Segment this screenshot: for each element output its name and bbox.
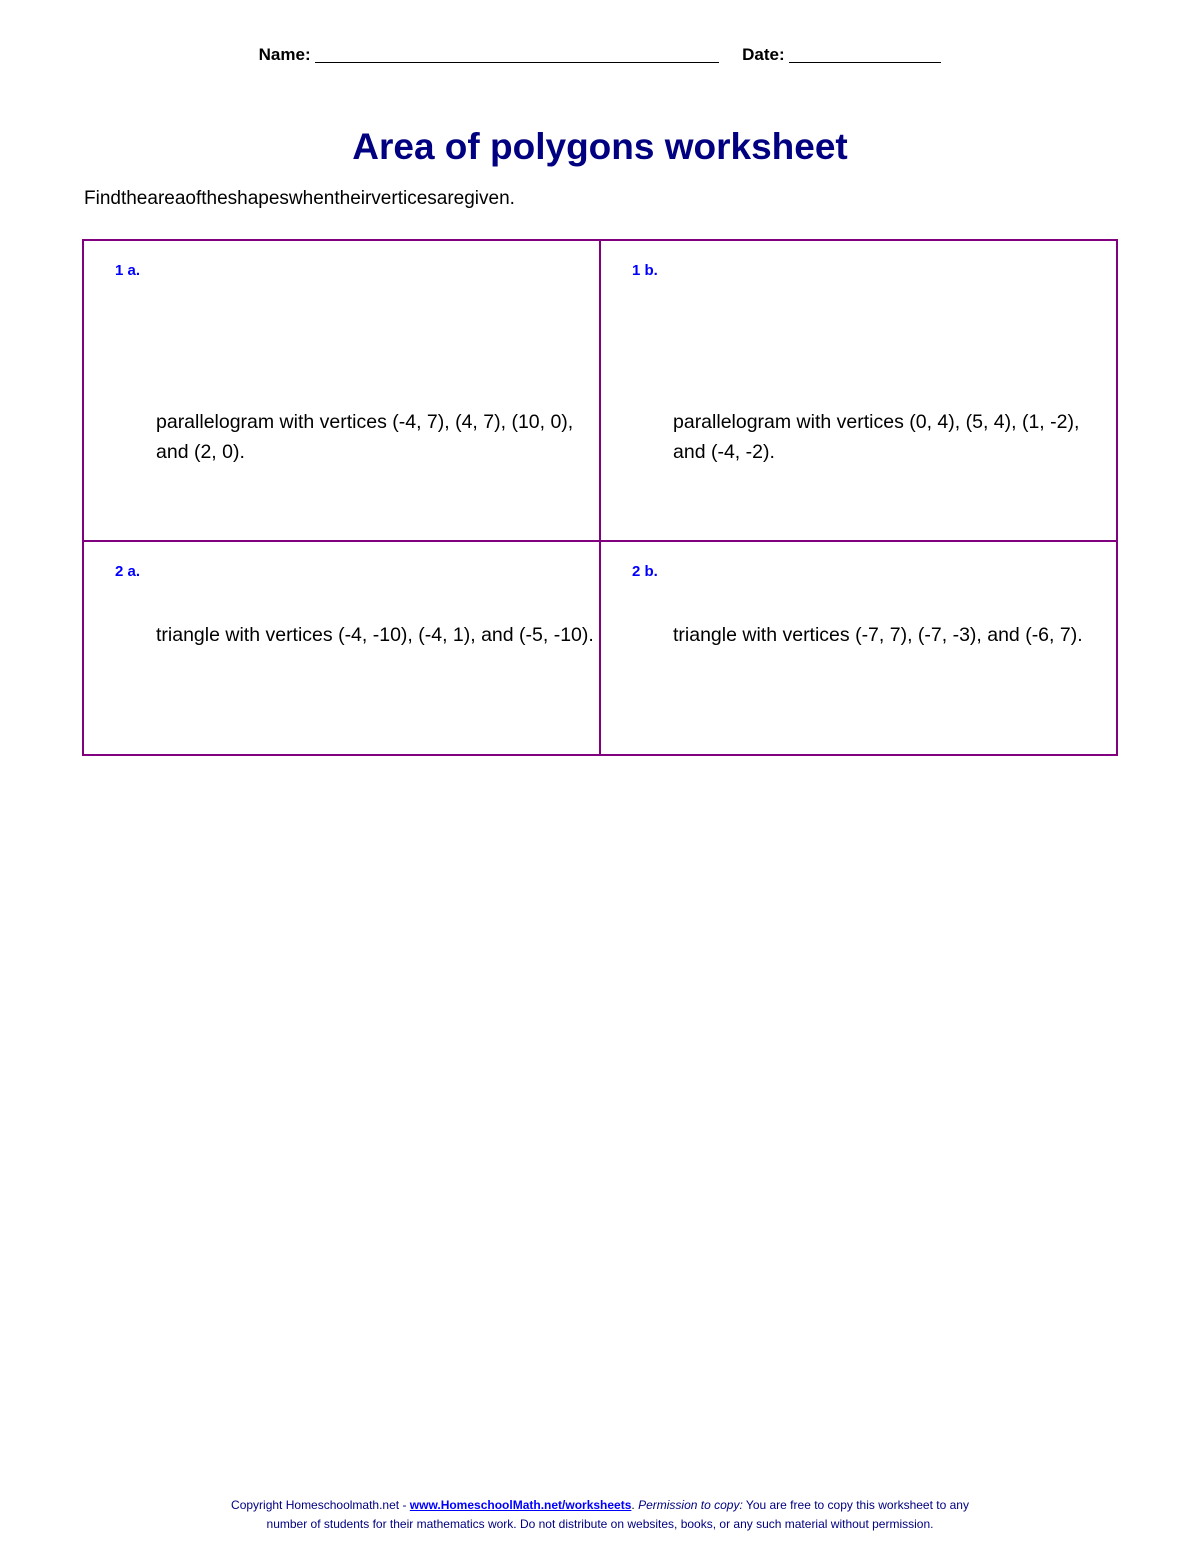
worksheet-title: Area of polygons worksheet bbox=[352, 126, 848, 167]
copyright-footer bbox=[0, 1496, 1200, 1534]
problem-text: triangle with vertices (-7, 7), (-7, -3), and (-6, 7). bbox=[673, 624, 1083, 646]
problem-number: 1 b. bbox=[632, 262, 658, 279]
worksheets-link[interactable]: www.HomeschoolMath.net/worksheets bbox=[409, 1498, 632, 1512]
problem-cell-1a bbox=[84, 241, 601, 542]
name-label: Name: bbox=[258, 45, 311, 64]
problem-text: parallelogram with vertices (-4, 7), (4, 7), (10, 0), and (2, 0). bbox=[156, 411, 574, 463]
problem-number: 2 b. bbox=[632, 563, 658, 580]
name-date-header bbox=[0, 44, 1200, 65]
problem-text: parallelogram with vertices (0, 4), (5, 4), (1, -2), and (-4, -2). bbox=[673, 411, 1080, 463]
permission-label: Permission to copy: bbox=[638, 1498, 743, 1512]
problem-number: 2 a. bbox=[115, 563, 141, 580]
footer-line-1: Copyright Homeschoolmath.net - www.HomeschoolMath.net/worksheets. Permission to copy: You are free to copy this worksheet to any bbox=[231, 1498, 969, 1512]
problem-cell-2a bbox=[84, 542, 601, 754]
permission-text: You are free to copy this worksheet to any bbox=[745, 1498, 969, 1512]
footer-line-2: number of students for their mathematics work. Do not distribute on websites, books, or any such material without permission. bbox=[266, 1517, 934, 1531]
copyright-text: Copyright Homeschoolmath.net - bbox=[231, 1498, 407, 1512]
problem-cell-2b bbox=[601, 542, 1116, 754]
date-label: Date: bbox=[742, 45, 785, 64]
date-field[interactable] bbox=[789, 44, 941, 63]
problem-number: 1 a. bbox=[115, 262, 141, 279]
problem-cell-1b bbox=[601, 241, 1116, 542]
problem-grid bbox=[82, 239, 1118, 756]
problem-text: triangle with vertices (-4, -10), (-4, 1), and (-5, -10). bbox=[156, 624, 594, 646]
instructions: Findtheareaoftheshapeswhentheirverticesaregiven. bbox=[84, 188, 515, 209]
name-field[interactable] bbox=[315, 44, 719, 63]
